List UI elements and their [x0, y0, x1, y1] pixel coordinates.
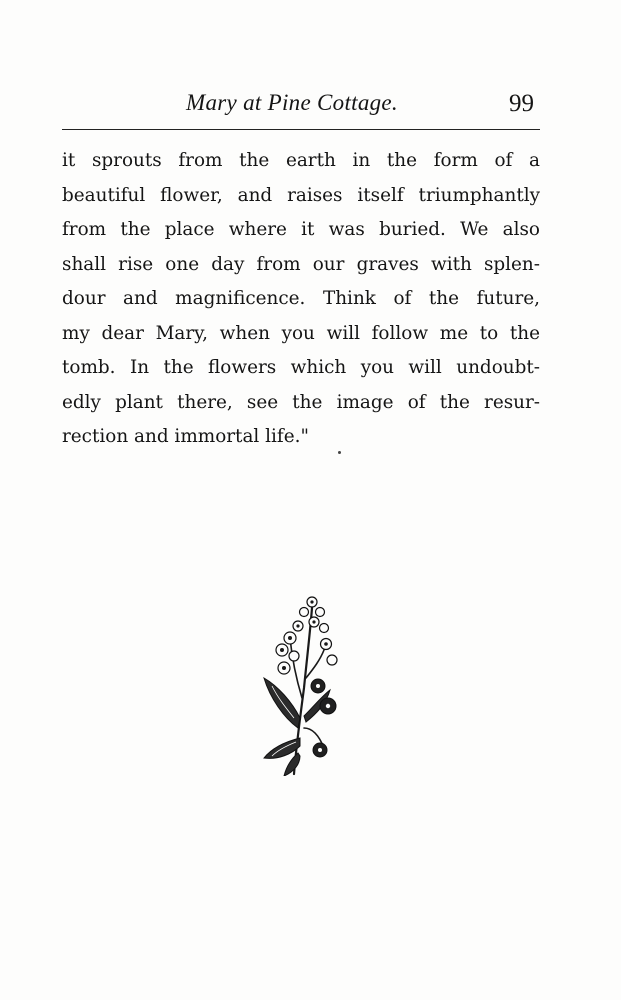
header-rule	[62, 129, 540, 130]
text-line: dour and magnificence. Think of the future,	[62, 288, 540, 309]
text-line: edly plant there, see the image of the resur-	[62, 391, 540, 413]
text-line: from the place where it was buried. We also	[62, 219, 540, 240]
text-line: my dear Mary, when you will follow me to the	[62, 322, 540, 344]
running-title: Mary at Pine Cottage.	[186, 90, 398, 115]
page-number: 99	[509, 90, 534, 117]
flower-sprig-icon	[254, 578, 350, 776]
text-line: it sprouts from the earth in the form of a	[62, 150, 540, 171]
text-line: rection and immortal life."	[62, 426, 309, 447]
text-line: tomb. In the flowers which you will undoubt-	[62, 357, 540, 378]
text-line: shall rise one day from our graves with splen-	[62, 253, 540, 275]
text-line: beautiful flower, and raises itself triumphantly	[62, 184, 540, 206]
ink-speck	[338, 451, 341, 454]
body-text	[62, 144, 540, 455]
page-header	[62, 84, 540, 124]
